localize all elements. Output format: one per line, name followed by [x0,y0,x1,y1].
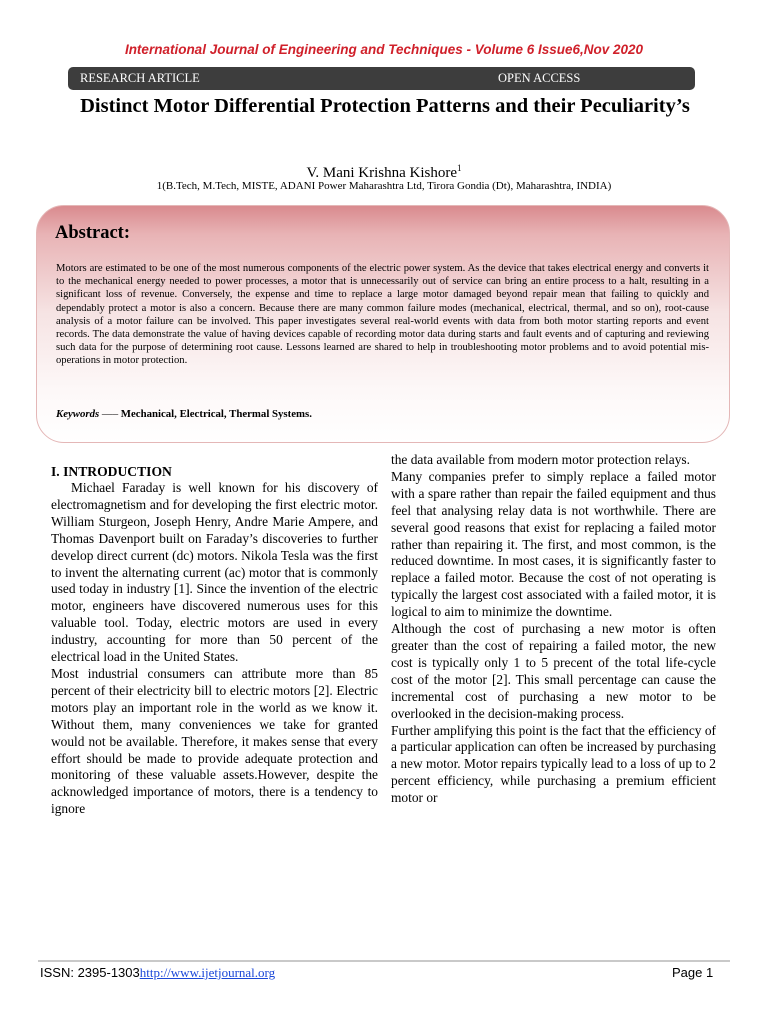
research-article-label: RESEARCH ARTICLE [80,71,200,85]
abstract-heading: Abstract: [55,223,131,243]
author-affiliation: 1(B.Tech, M.Tech, MISTE, ADANI Power Maharashtra Ltd, Tirora Gondia (Dt), Maharashtra, INDIA) [156,180,612,192]
open-access-label: OPEN ACCESS [498,71,581,85]
journal-url-link[interactable]: http://www.ijetjournal.org [139,965,276,980]
section-heading-introduction: I. INTRODUCTION [51,464,172,479]
paragraph: Most industrial consumers can attribute more than 85 percent of their electricity bill to electric motors [2]. Electric motors play an important role in the world as we know it. Without them, many conveniences we take for granted would not be available. Therefore, it makes sense that every effort should be made to provide adequate protection and monitoring of these valuable assets.However, despite the acknowledged importance of motors, there is a tendency to ignore [51,665,378,817]
paragraph: Although the cost of purchasing a new motor is often greater than the cost of repairing a failed motor, the new cost is typically only 1 to 5 precent of the total life-cycle cost of the motor [2]. This small percentage can cause the incremental cost of purchasing a new motor to be overlooked in the decision-making process. [391,621,716,721]
abstract-body: Motors are estimated to be one of the most numerous components of the electric power system. As the device that takes electrical energy and converts it to the mechanical energy needed to power processes, a motor that is unnecessarily out of service can bring an entire process to a halt, resulting in a significant loss of revenue. Conversely, the expense and time to replace a large motor damaged beyond repair mean that failing to quickly and dependably protect a motor is also a concern. Because there are many common failure modes (mechanical, electrical, thermal, and so on), root-cause analysis of a motor failure can be involved. This paper investigates several real-world events with data from both motor starting reports and event records. The data demonstrate the value of having devices capable of recording motor data during starts and fault events and of capturing and reviewing such data for the purpose of determining root cause. Lessons learned are shared to help in troubleshooting motor problems and to avoid potential mis-operations in motor protection. [56,263,709,367]
keywords-line [56,408,312,420]
keywords-label: Keywords [56,408,100,420]
journal-header: International Journal of Engineering and Techniques - Volume 6 Issue6,Nov 2020 [124,42,644,57]
article-type-band [68,67,695,90]
author-name: V. Mani Krishna Kishore [306,165,458,181]
paragraph: the data available from modern motor protection relays. [391,452,690,467]
left-column [51,463,378,818]
keywords-separator: —– [99,408,121,420]
keywords-values: Mechanical, Electrical, Thermal Systems. [120,408,312,420]
paragraph: Further amplifying this point is the fact that the efficiency of a particular application can often be increased by purchasing a new motor. Motor repairs typically lead to a loss of up to 2 percent efficiency, while purchasing a premium efficient motor or [391,722,716,806]
footer-issn [40,965,275,981]
footer-divider [38,960,730,962]
author-affiliation-mark: 1 [457,163,462,173]
page-number: Page 1 [672,965,714,980]
paragraph: Many companies prefer to simply replace a failed motor with a spare rather than repair the failed equipment and thus feel that analysing relay data is not worthwhile. There are several good reasons that exist for replacing a failed motor rather than repairing it. The first, and most common, is the reduced downtime. In most cases, it is significantly faster to replace a failed motor. Because the cost of not operating is typically the largest cost associated with a failed motor, it is logical to aim to minimize the downtime. [391,468,716,620]
right-column [391,452,716,807]
paper-title: Distinct Motor Differential Protection Patterns and their Peculiarity’s [80,95,690,117]
abstract-box [36,205,730,443]
issn-text: ISSN: 2395-1303 [40,965,140,980]
paragraph: Michael Faraday is well known for his discovery of electromagnetism and for developing the first electric motor. William Sturgeon, Joseph Henry, Andre Marie Ampere, and Thomas Davenport built on Faraday’s discoveries to further develop direct current (dc) motors. Nikola Tesla was the first to invent the alternating current (ac) motor that is commonly used today in industry [1]. Since the invention of the electric motor, engineers have discovered numerous uses for this valuable tool. Today, electric motors are used in every industry, accounting for more than 50 percent of the electrical load in the United States. [51,480,378,665]
